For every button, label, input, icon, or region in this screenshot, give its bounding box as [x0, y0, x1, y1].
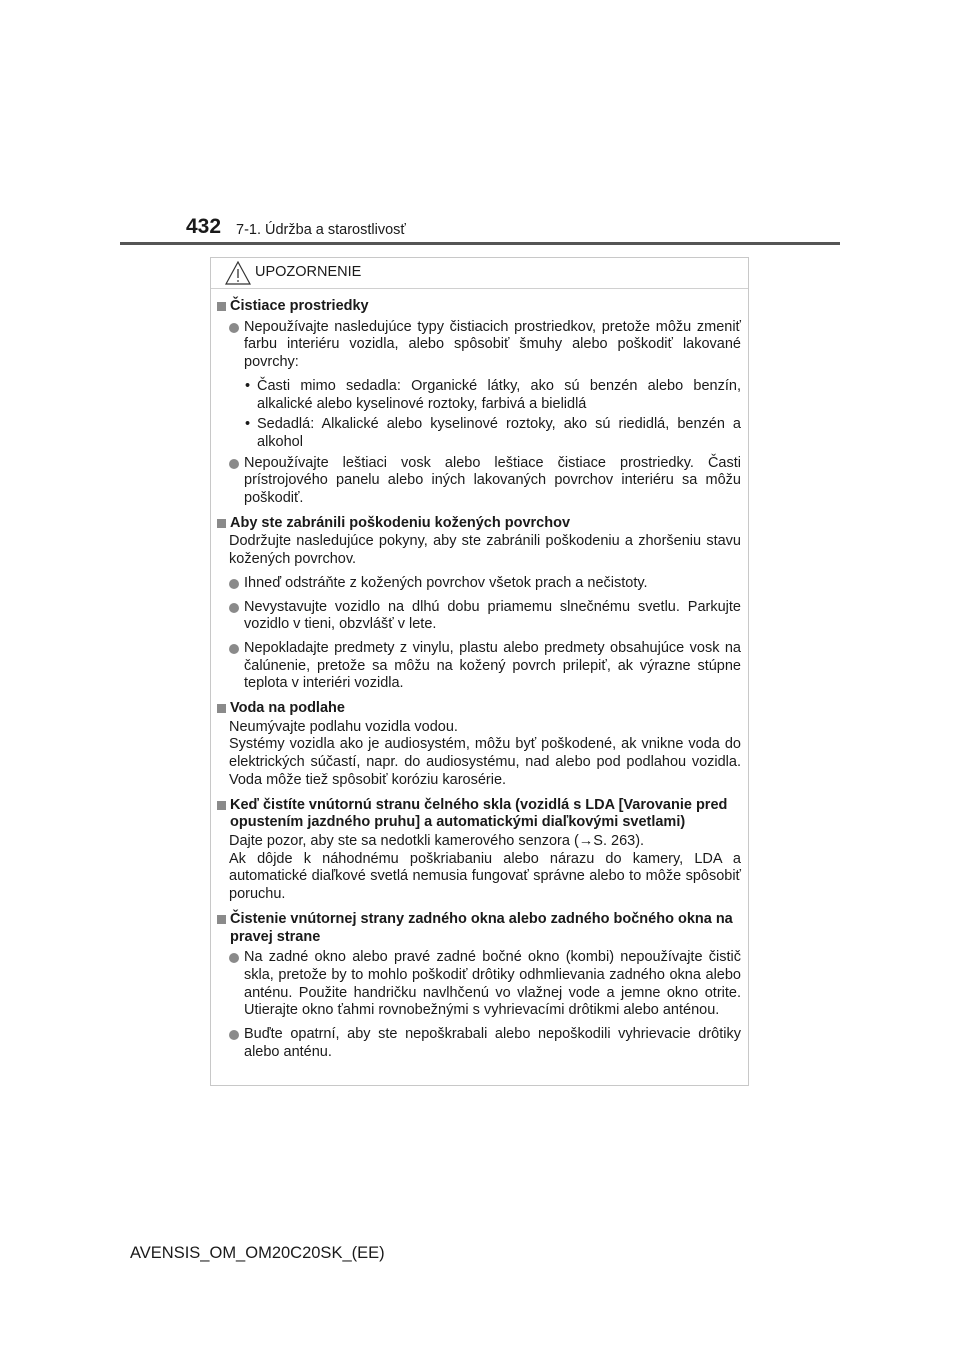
sub-list-item [217, 378, 741, 413]
heading-text: Keď čistíte vnútornú stranu čelného skla (vozidlá s LDA [Varovanie pred opustením jazdného pruhu] a automatickými diaľkovými svetlami) [230, 796, 728, 831]
list-item-text: Nepoužívajte nasledujúce typy čistiacich prostriedkov, pretože môžu zmeniť farbu interiéru vozidla, alebo spôsobiť šmuhy alebo poškodiť lakované povrchy: [244, 318, 741, 371]
dot-bullet-icon: • [245, 416, 251, 433]
list-item [217, 599, 741, 634]
warning-content [211, 289, 748, 1061]
round-bullet-icon [229, 323, 239, 333]
list-item-text: Nepoužívajte leštiaci vosk alebo leštiace čistiace prostriedky. Časti prístrojového panelu alebo iných lakovaných povrchov interiéru sa môžu poškodiť. [244, 454, 741, 507]
square-bullet-icon [217, 302, 226, 311]
paragraph: Neumývajte podlahu vozidla vodou. [229, 718, 458, 735]
section-heading [217, 515, 741, 533]
round-bullet-icon [229, 579, 239, 589]
list-item-text: Buďte opatrní, aby ste nepoškrabali alebo nepoškodili vyhrievacie drôtiky alebo anténu. [244, 1026, 741, 1060]
section-heading [217, 298, 741, 316]
paragraph: Systémy vozidla ako je audiosystém, môžu byť poškodené, ak vnikne voda do elektrických súčastí, napr. do audiosystému, nad alebo pod podlahou vozidla. Voda môže tiež spôsobiť koróziu karosérie. [229, 736, 741, 788]
list-item [217, 575, 741, 593]
round-bullet-icon [229, 603, 239, 613]
list-item [217, 319, 741, 372]
heading-text: Čistenie vnútornej strany zadného okna alebo zadného bočného okna na pravej strane [230, 910, 733, 945]
sub-list-item [217, 416, 741, 451]
round-bullet-icon [229, 644, 239, 654]
section-heading [217, 797, 741, 832]
list-item-text: Nepokladajte predmety z vinylu, plastu alebo predmety obsahujúce vosk na čalúnenie, pretože sa môžu na kožený povrch prilepiť, ak výrazne stúpne teplota v interiéri vozidla. [244, 639, 741, 692]
square-bullet-icon [217, 915, 226, 924]
section-heading [217, 911, 741, 946]
round-bullet-icon [229, 953, 239, 963]
paragraph: Dajte pozor, aby ste sa nedotkli kamerového senzora (→S. 263). [229, 832, 645, 849]
heading-text: Čistiace prostriedky [230, 298, 369, 314]
sub-item-text: Sedadlá: Alkalické alebo kyselinové roztoky, ako sú riedidlá, benzén a alkohol [257, 416, 741, 450]
list-item [217, 1026, 741, 1061]
list-item-text: Ihneď odstráňte z kožených povrchov všetok prach a nečistoty. [244, 574, 648, 591]
round-bullet-icon [229, 1030, 239, 1040]
list-item [217, 949, 741, 1020]
section-title: 7-1. Údržba a starostlivosť [236, 222, 406, 238]
section-heading [217, 700, 741, 718]
warning-label: UPOZORNENIE [255, 264, 362, 280]
heading-text: Aby ste zabránili poškodeniu kožených povrchov [230, 514, 571, 531]
warning-triangle-icon [225, 261, 251, 285]
header-divider [120, 242, 840, 245]
warning-header [211, 258, 748, 289]
heading-text: Voda na podlahe [230, 700, 345, 717]
list-item [217, 455, 741, 508]
square-bullet-icon [217, 801, 226, 810]
square-bullet-icon [217, 519, 226, 528]
paragraph: Dodržujte nasledujúce pokyny, aby ste zabránili poškodeniu a zhoršeniu stavu kožených povrchov. [229, 533, 741, 568]
page-number: 432 [186, 215, 222, 238]
list-item-text: Nevystavujte vozidlo na dlhú dobu priamemu slnečnému svetlu. Parkujte vozidlo v tieni, obzvlášť v lete. [244, 598, 741, 633]
round-bullet-icon [229, 459, 239, 469]
paragraph: Ak dôjde k náhodnému poškriabaniu alebo nárazu do kamery, LDA a automatické diaľkové svetlá nemusia fungovať správne alebo to môže spôsobiť poruchu. [229, 850, 741, 903]
dot-bullet-icon: • [245, 377, 251, 394]
list-item [217, 640, 741, 693]
sub-item-text: Časti mimo sedadla: Organické látky, ako sú benzén alebo benzín, alkalické alebo kyselinové roztoky, farbivá a bielidlá [257, 377, 741, 412]
list-item-text: Na zadné okno alebo pravé zadné bočné okno (kombi) nepoužívajte čistič skla, pretože by to mohlo poškodiť drôtiky odhmlievania zadného okna alebo anténu. Použite handričku navlhčenú vo vlažnej vode a jemne okno otrite. Utierajte okno ťahmi rovnobežnými s vyhrievacími drôtikmi alebo anténou. [244, 949, 741, 1019]
warning-box [210, 257, 749, 1086]
document-code: AVENSIS_OM_OM20C20SK_(EE) [130, 1244, 385, 1262]
square-bullet-icon [217, 704, 226, 713]
